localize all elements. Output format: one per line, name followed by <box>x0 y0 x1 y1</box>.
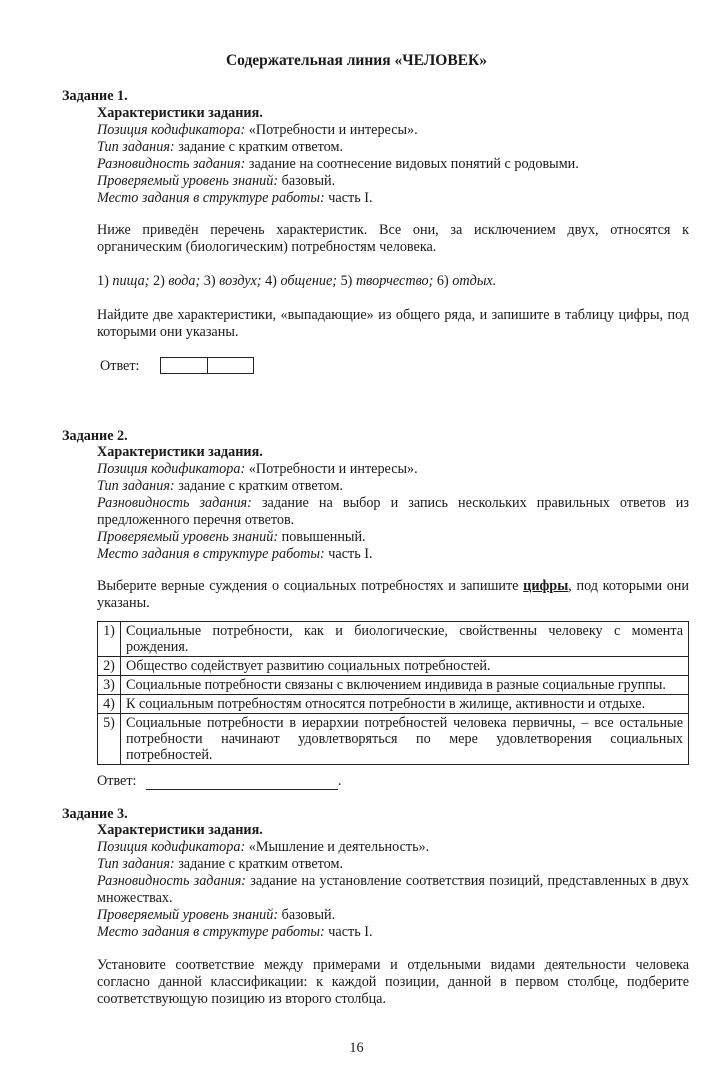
task1-answer-boxes[interactable] <box>160 357 254 374</box>
type-label: Тип задания: <box>97 139 175 155</box>
task1-characteristics <box>97 105 689 207</box>
variety-label: Разновидность задания: <box>97 156 246 172</box>
option-text: Общество содействует развитию социальных потребностей. <box>121 657 689 676</box>
task1-list: 1) пища; 2) вода; 3) воздух; 4) общение; 5) творчество; 6) отдых. <box>97 273 497 289</box>
page-number: 16 <box>349 1040 364 1056</box>
characteristics-title: Характеристики задания. <box>97 822 263 838</box>
task1-intro: Ниже приведён перечень характеристик. Все они, за исключением двух, относятся к органическим (биологическим) потребностям человека. <box>97 222 689 255</box>
task2-variety: задание на выбор и запись нескольких правильных ответов из предложенного перечня ответов. <box>97 495 690 528</box>
level-label: Проверяемый уровень знаний: <box>97 173 279 189</box>
option-number: 5) <box>98 714 121 765</box>
option-row <box>98 695 689 714</box>
task2-answer-end: . <box>338 773 342 789</box>
task3-variety: задание на установление соответствия позиций, представленных в двух множествах. <box>97 873 689 906</box>
task2-level: повышенный. <box>281 529 366 545</box>
task2-question <box>97 578 689 612</box>
type-label: Тип задания: <box>97 478 175 494</box>
task3-level: базовый. <box>281 907 336 923</box>
position-label: Позиция кодификатора: <box>97 461 246 477</box>
task1-variety: задание на соотнесение видовых понятий с родовыми. <box>248 156 579 172</box>
option-row <box>98 676 689 695</box>
level-label: Проверяемый уровень знаний: <box>97 529 279 545</box>
task1-position: «Потребности и интересы». <box>248 122 418 138</box>
task1-heading: Задание 1. <box>62 88 128 104</box>
option-text: Социальные потребности в иерархии потребностей человека первичны, – все остальные потребности начинают удовлетворяться по мере удовлетворения социальных потребностей. <box>121 714 689 765</box>
task3-type: задание с кратким ответом. <box>178 856 343 872</box>
option-text: Социальные потребности связаны с включением индивида в разные социальные группы. <box>121 676 689 695</box>
characteristics-title: Характеристики задания. <box>97 444 263 460</box>
task2-answer-label: Ответ: <box>97 773 137 789</box>
task1-place: часть I. <box>328 190 373 206</box>
option-row <box>98 622 689 657</box>
task3-heading: Задание 3. <box>62 806 128 822</box>
task2-type: задание с кратким ответом. <box>178 478 343 494</box>
task1-answer-label: Ответ: <box>100 358 140 374</box>
task1-question: Найдите две характеристики, «выпадающие» из общего ряда, и запишите в таблицу цифры, под которыми они указаны. <box>97 307 689 340</box>
option-text: Социальные потребности, как и биологические, свойственны человеку с момента рождения. <box>121 622 689 657</box>
level-label: Проверяемый уровень знаний: <box>97 907 279 923</box>
position-label: Позиция кодификатора: <box>97 122 246 138</box>
task3-question: Установите соответствие между примерами и отдельными видами деятельности человека согласно данной классификации: к каждой позиции, данной в первом столбце, подберите соответствующую позицию из второго столбца. <box>97 957 689 1007</box>
place-label: Место задания в структуре работы: <box>97 190 325 206</box>
position-label: Позиция кодификатора: <box>97 839 246 855</box>
option-text: К социальным потребностям относятся потребности в жилище, активности и отдыхе. <box>121 695 689 714</box>
task2-question-emphasis: цифры <box>523 578 569 594</box>
option-number: 2) <box>98 657 121 676</box>
task2-options-table <box>97 621 689 765</box>
task2-question-end: , под которыми они указаны. <box>97 578 689 611</box>
variety-label: Разновидность задания: <box>97 873 247 889</box>
task2-position: «Потребности и интересы». <box>248 461 418 477</box>
answer-cell-1[interactable] <box>161 358 207 373</box>
option-number: 4) <box>98 695 121 714</box>
section-title: Содержательная линия «ЧЕЛОВЕК» <box>225 52 488 69</box>
characteristics-title: Характеристики задания. <box>97 105 263 121</box>
option-number: 1) <box>98 622 121 657</box>
task2-heading: Задание 2. <box>62 428 128 444</box>
task2-place: часть I. <box>328 546 373 562</box>
task1-level: базовый. <box>281 173 336 189</box>
variety-label: Разновидность задания: <box>97 495 252 511</box>
task3-position: «Мышление и деятельность». <box>248 839 430 855</box>
task3-place: часть I. <box>328 924 373 940</box>
task2-question-start: Выберите верные суждения о социальных потребностях и запишите <box>97 578 524 594</box>
option-row <box>98 714 689 765</box>
option-row <box>98 657 689 676</box>
task2-characteristics <box>97 444 689 563</box>
option-number: 3) <box>98 676 121 695</box>
task3-characteristics <box>97 822 689 941</box>
type-label: Тип задания: <box>97 856 175 872</box>
task1-type: задание с кратким ответом. <box>178 139 343 155</box>
task2-answer-line[interactable] <box>146 774 338 790</box>
place-label: Место задания в структуре работы: <box>97 924 325 940</box>
place-label: Место задания в структуре работы: <box>97 546 325 562</box>
answer-cell-2[interactable] <box>207 358 254 373</box>
